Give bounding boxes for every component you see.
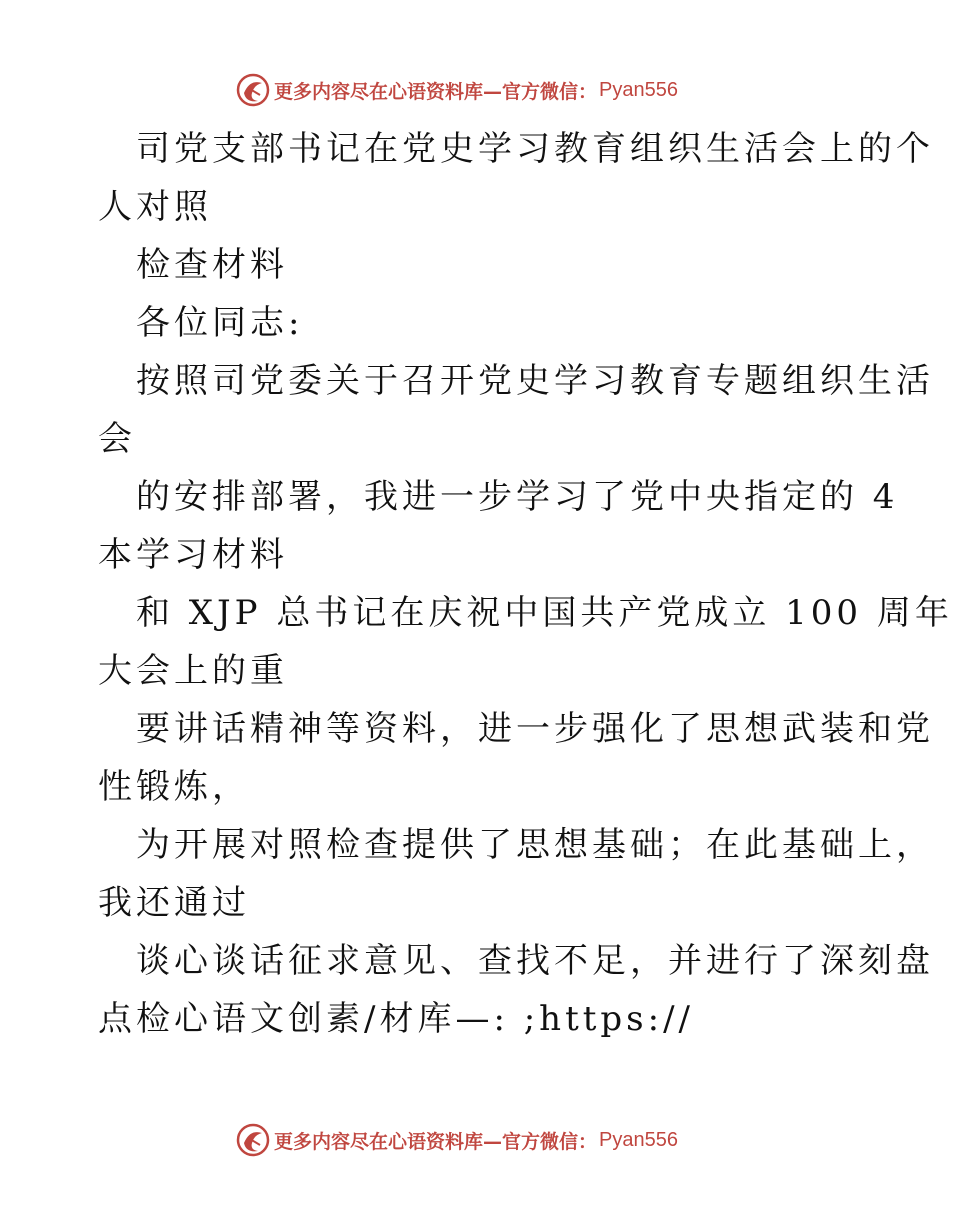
header-banner-text: 更多内容尽在心语资料库—官方微信： — [274, 80, 598, 103]
doc-paragraph-line: 会 — [98, 419, 136, 459]
doc-paragraph-line: 本学习材料 — [98, 535, 288, 575]
document-body — [98, 120, 953, 1048]
doc-paragraph-line: 为开展对照检查提供了思想基础；在此基础上， — [136, 825, 934, 865]
doc-salutation: 各位同志: — [136, 303, 304, 343]
doc-title-line-1: 司党支部书记在党史学习教育组织生活会上的个 — [136, 129, 934, 169]
red-swirl-logo-icon — [236, 73, 270, 107]
doc-paragraph-line: 要讲话精神等资料，进一步强化了思想武装和党 — [136, 709, 934, 749]
doc-paragraph-line: 性锻炼， — [98, 767, 250, 807]
footer-banner-text: 更多内容尽在心语资料库—官方微信： — [274, 1130, 598, 1153]
doc-paragraph-line: 点检心语文创素/材库—: ;https:// — [98, 999, 694, 1039]
header-banner — [236, 72, 716, 108]
doc-paragraph-line: 我还通过 — [98, 883, 250, 923]
doc-paragraph-line: 谈心谈话征求意见、查找不足，并进行了深刻盘 — [136, 941, 934, 981]
doc-title-line-2: 人对照 — [98, 187, 212, 227]
red-swirl-logo-icon — [236, 1123, 270, 1157]
footer-wechat-id: Pyan556 — [599, 1128, 678, 1151]
header-wechat-id: Pyan556 — [599, 78, 678, 101]
doc-paragraph-line: 大会上的重 — [98, 651, 288, 691]
footer-banner — [236, 1122, 716, 1158]
doc-paragraph-line: 和 XJP 总书记在庆祝中国共产党成立 100 周年 — [136, 593, 953, 633]
doc-title-line-3: 检查材料 — [136, 245, 288, 285]
doc-paragraph-line: 的安排部署，我进一步学习了党中央指定的 4 — [136, 477, 899, 517]
doc-paragraph-line: 按照司党委关于召开党史学习教育专题组织生活 — [136, 361, 934, 401]
